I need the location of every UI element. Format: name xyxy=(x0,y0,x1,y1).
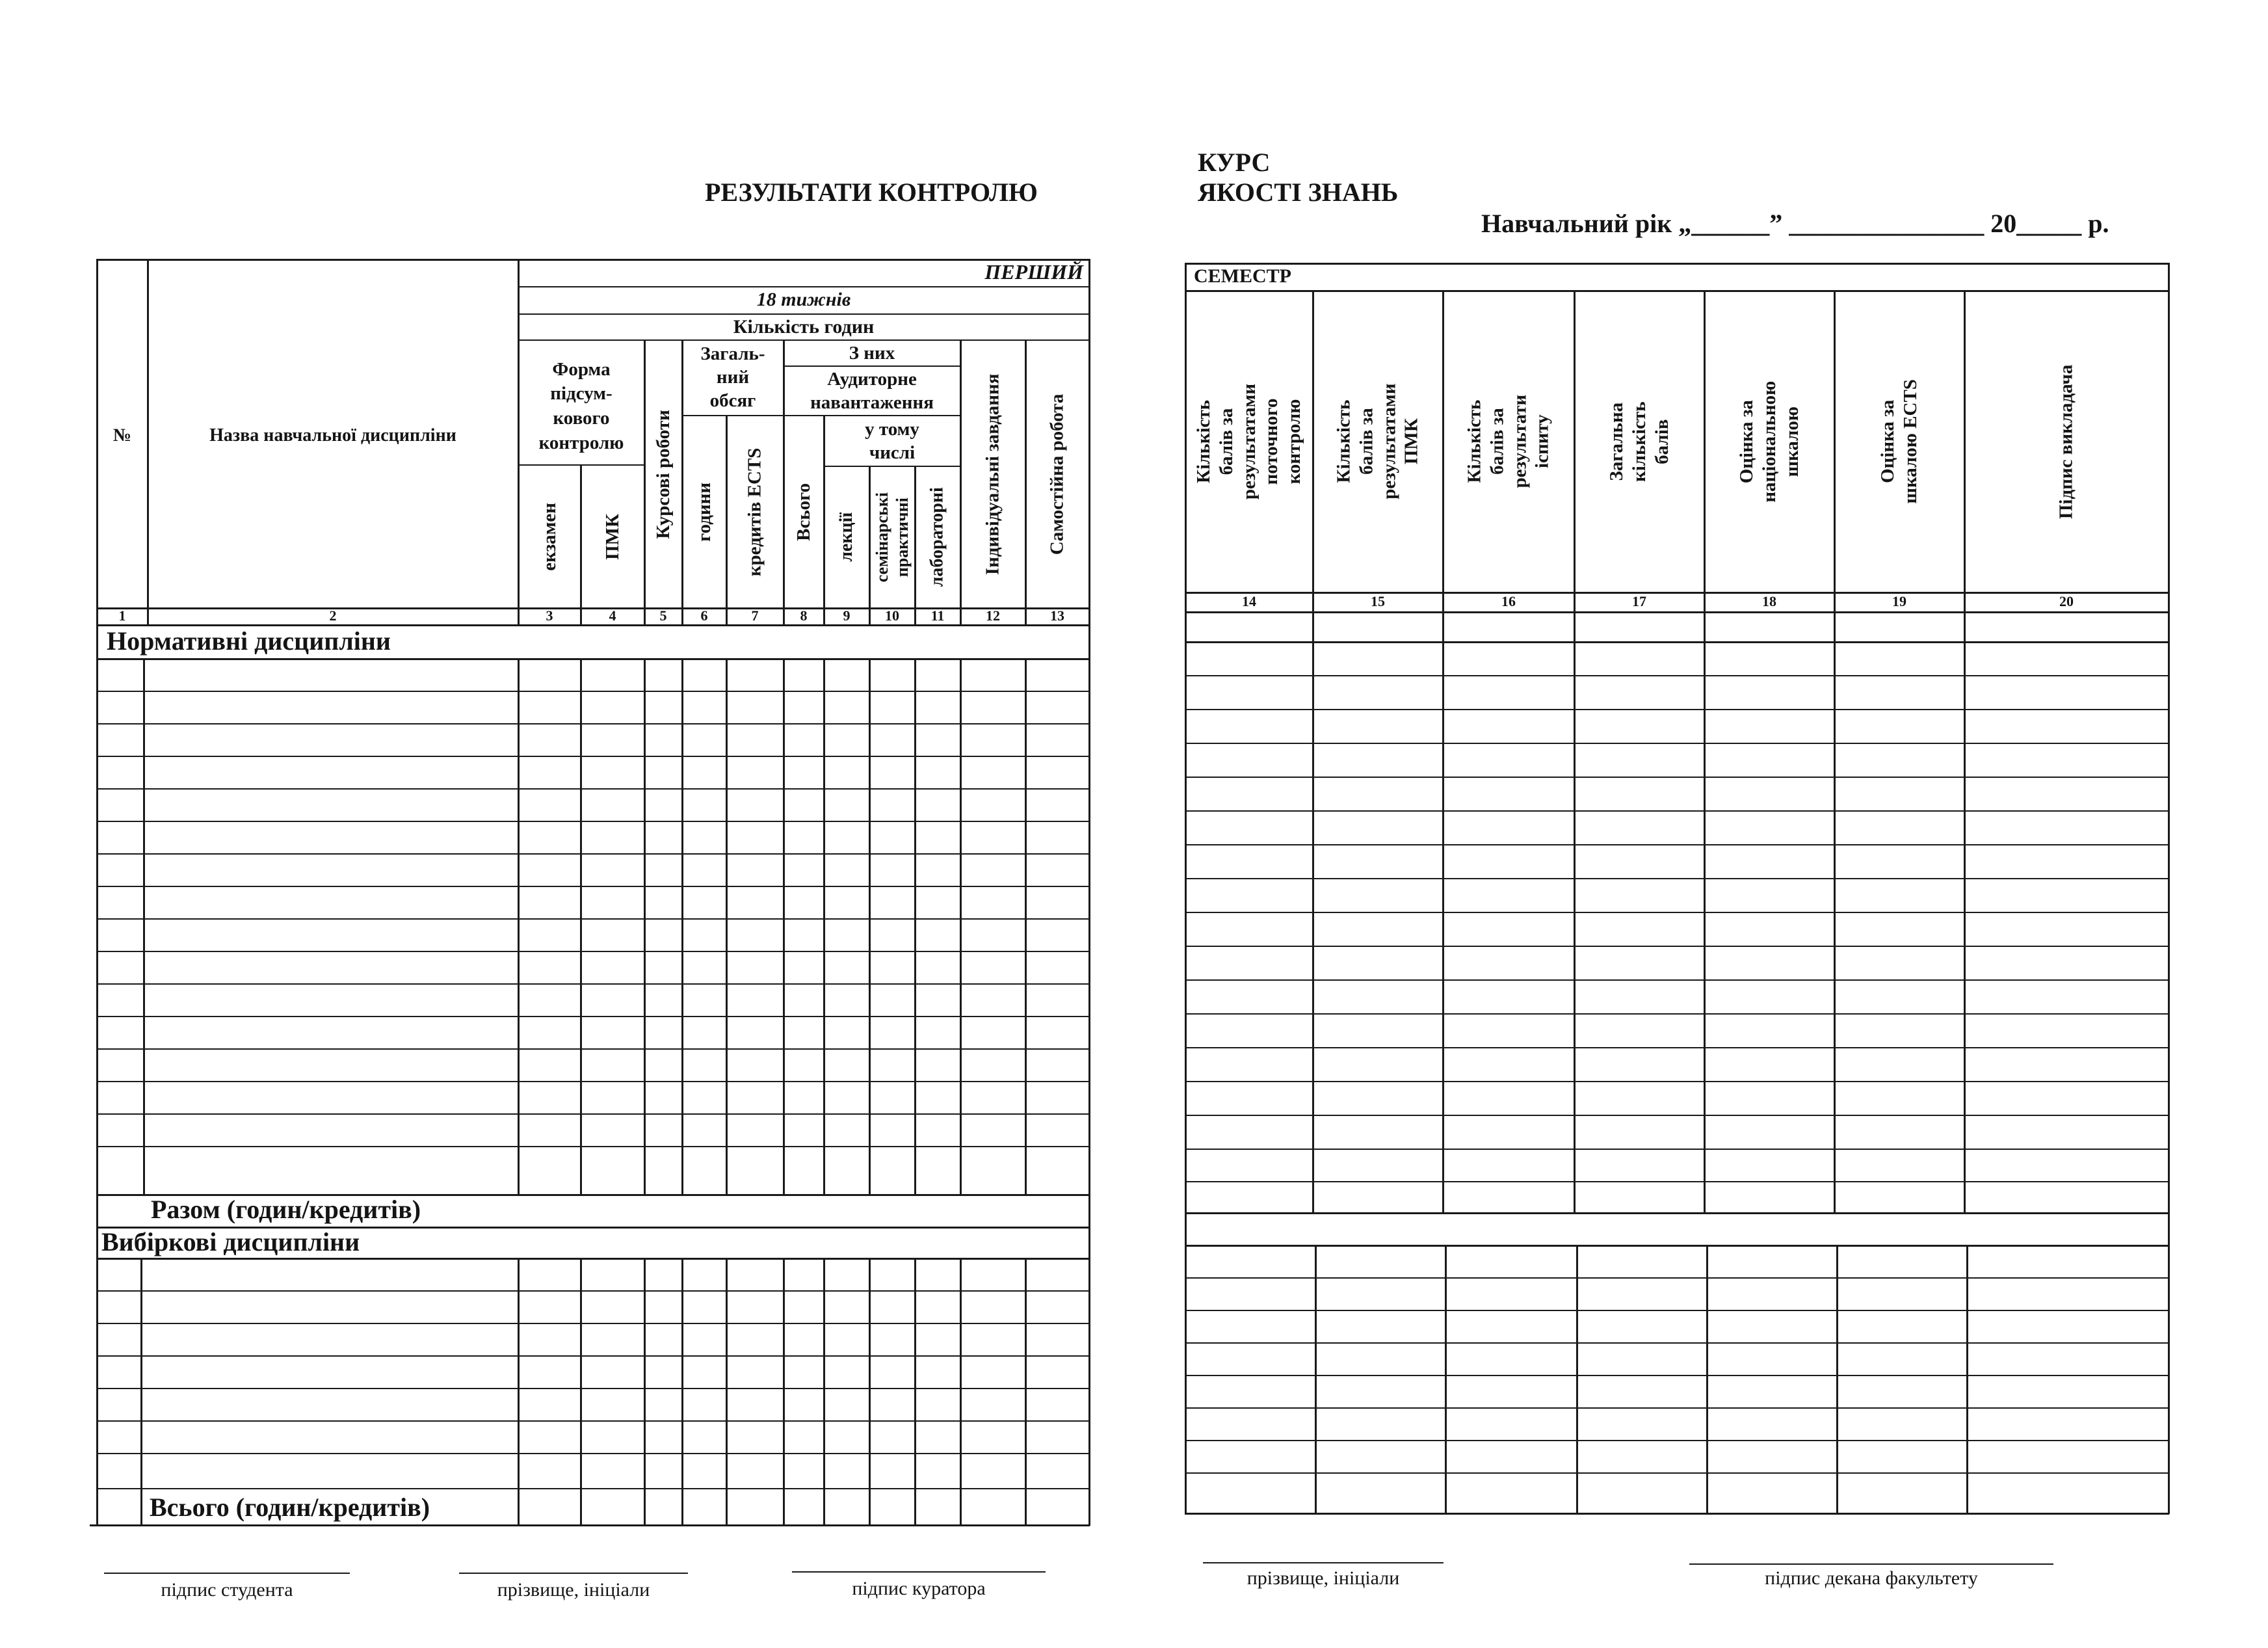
col-number: 2 xyxy=(329,607,337,624)
col-number: 19 xyxy=(1892,593,1906,609)
col-number: 15 xyxy=(1371,593,1385,609)
hours-header: Кількість годин xyxy=(733,316,875,338)
col-number: 20 xyxy=(2059,593,2074,609)
col-number: 5 xyxy=(659,607,667,624)
col-number: 9 xyxy=(843,607,850,624)
quality-label: ЯКОСТІ ЗНАНЬ xyxy=(1198,178,1399,207)
header-current-control: Кількість балів за результатами поточного контролю xyxy=(1193,383,1305,500)
total-volume-header: Загаль-ний обсяг xyxy=(700,343,765,412)
auditory-load-header: Аудиторне навантаження xyxy=(810,368,934,413)
col-number: 8 xyxy=(800,607,808,624)
semester-label-right: СЕМЕСТР xyxy=(1194,265,1291,287)
pmk-header: ПМК xyxy=(601,513,623,560)
section-elective: Вибіркові дисципліни xyxy=(101,1227,360,1256)
col-number: 6 xyxy=(700,607,708,624)
coursework-header: Курсові роботи xyxy=(652,409,674,539)
col-number: 1 xyxy=(118,607,126,624)
header-national-scale: Оцінка за національною шкалою xyxy=(1735,380,1802,503)
header-teacher-signature: Підпис викладача xyxy=(2055,364,2077,519)
grand-total-label: Всього (годин/кредитів) xyxy=(150,1493,430,1522)
col-number: 7 xyxy=(751,607,759,624)
self-work-header: Самостійна робота xyxy=(1046,393,1068,555)
col-number: 3 xyxy=(546,607,553,624)
col-name-header: Назва навчальної дисципліни xyxy=(209,425,456,445)
col-number: 18 xyxy=(1762,593,1776,609)
labs-header: лабораторні xyxy=(927,487,948,587)
exam-header: екзамен xyxy=(538,502,560,571)
col-number: 11 xyxy=(930,607,945,624)
form-control-header: Форма підсум-кового контролю xyxy=(538,358,624,453)
weeks-label: 18 тижнів xyxy=(756,289,851,310)
sig-curator: підпис куратора xyxy=(852,1578,986,1599)
left-title: РЕЗУЛЬТАТИ КОНТРОЛЮ xyxy=(705,178,1038,207)
section-normative: Нормативні дисципліни xyxy=(107,626,391,656)
total-col-header: Всього xyxy=(793,483,814,541)
course-label: КУРС xyxy=(1198,148,1271,177)
of-them-header: З них xyxy=(849,342,895,364)
sig-name-left: прізвище, ініціали xyxy=(497,1579,650,1601)
col-number: 16 xyxy=(1501,593,1516,609)
sig-dean: підпис декана факультету xyxy=(1765,1567,1978,1589)
col-number: 12 xyxy=(986,607,1000,624)
semester-label: ПЕРШИЙ xyxy=(984,260,1083,284)
academic-year: Навчальний рік „______” _______________ 20_____ р. xyxy=(1481,209,2109,238)
col-number: 13 xyxy=(1050,607,1064,624)
sig-name-right: прізвище, ініціали xyxy=(1246,1567,1400,1589)
col-number: 4 xyxy=(609,607,616,624)
col-no-header: № xyxy=(112,425,132,445)
col-number: 14 xyxy=(1242,593,1256,609)
header-exam-points: Кількість балів за результати іспиту xyxy=(1464,395,1553,488)
header-pmk-points: Кількість балів за результатами ПМК xyxy=(1333,383,1422,500)
hours-col-header: години xyxy=(693,482,715,542)
col-number: 10 xyxy=(885,607,899,624)
col-number: 17 xyxy=(1632,593,1646,609)
ects-col-header: кредитів ECTS xyxy=(744,447,765,576)
incl-header: у тому числі xyxy=(865,418,919,463)
seminars-header: семінарські практичні xyxy=(872,492,912,583)
header-total-points: Загальна кількість балів xyxy=(1605,401,1672,482)
subtotal-label: Разом (годин/кредитів) xyxy=(151,1195,421,1224)
header-ects-scale: Оцінка за шкалою ECTS xyxy=(1877,379,1921,504)
individual-header: Індивідуальні завдання xyxy=(982,373,1003,575)
sig-student: підпис студента xyxy=(161,1579,293,1601)
lectures-header: лекції xyxy=(836,512,857,562)
